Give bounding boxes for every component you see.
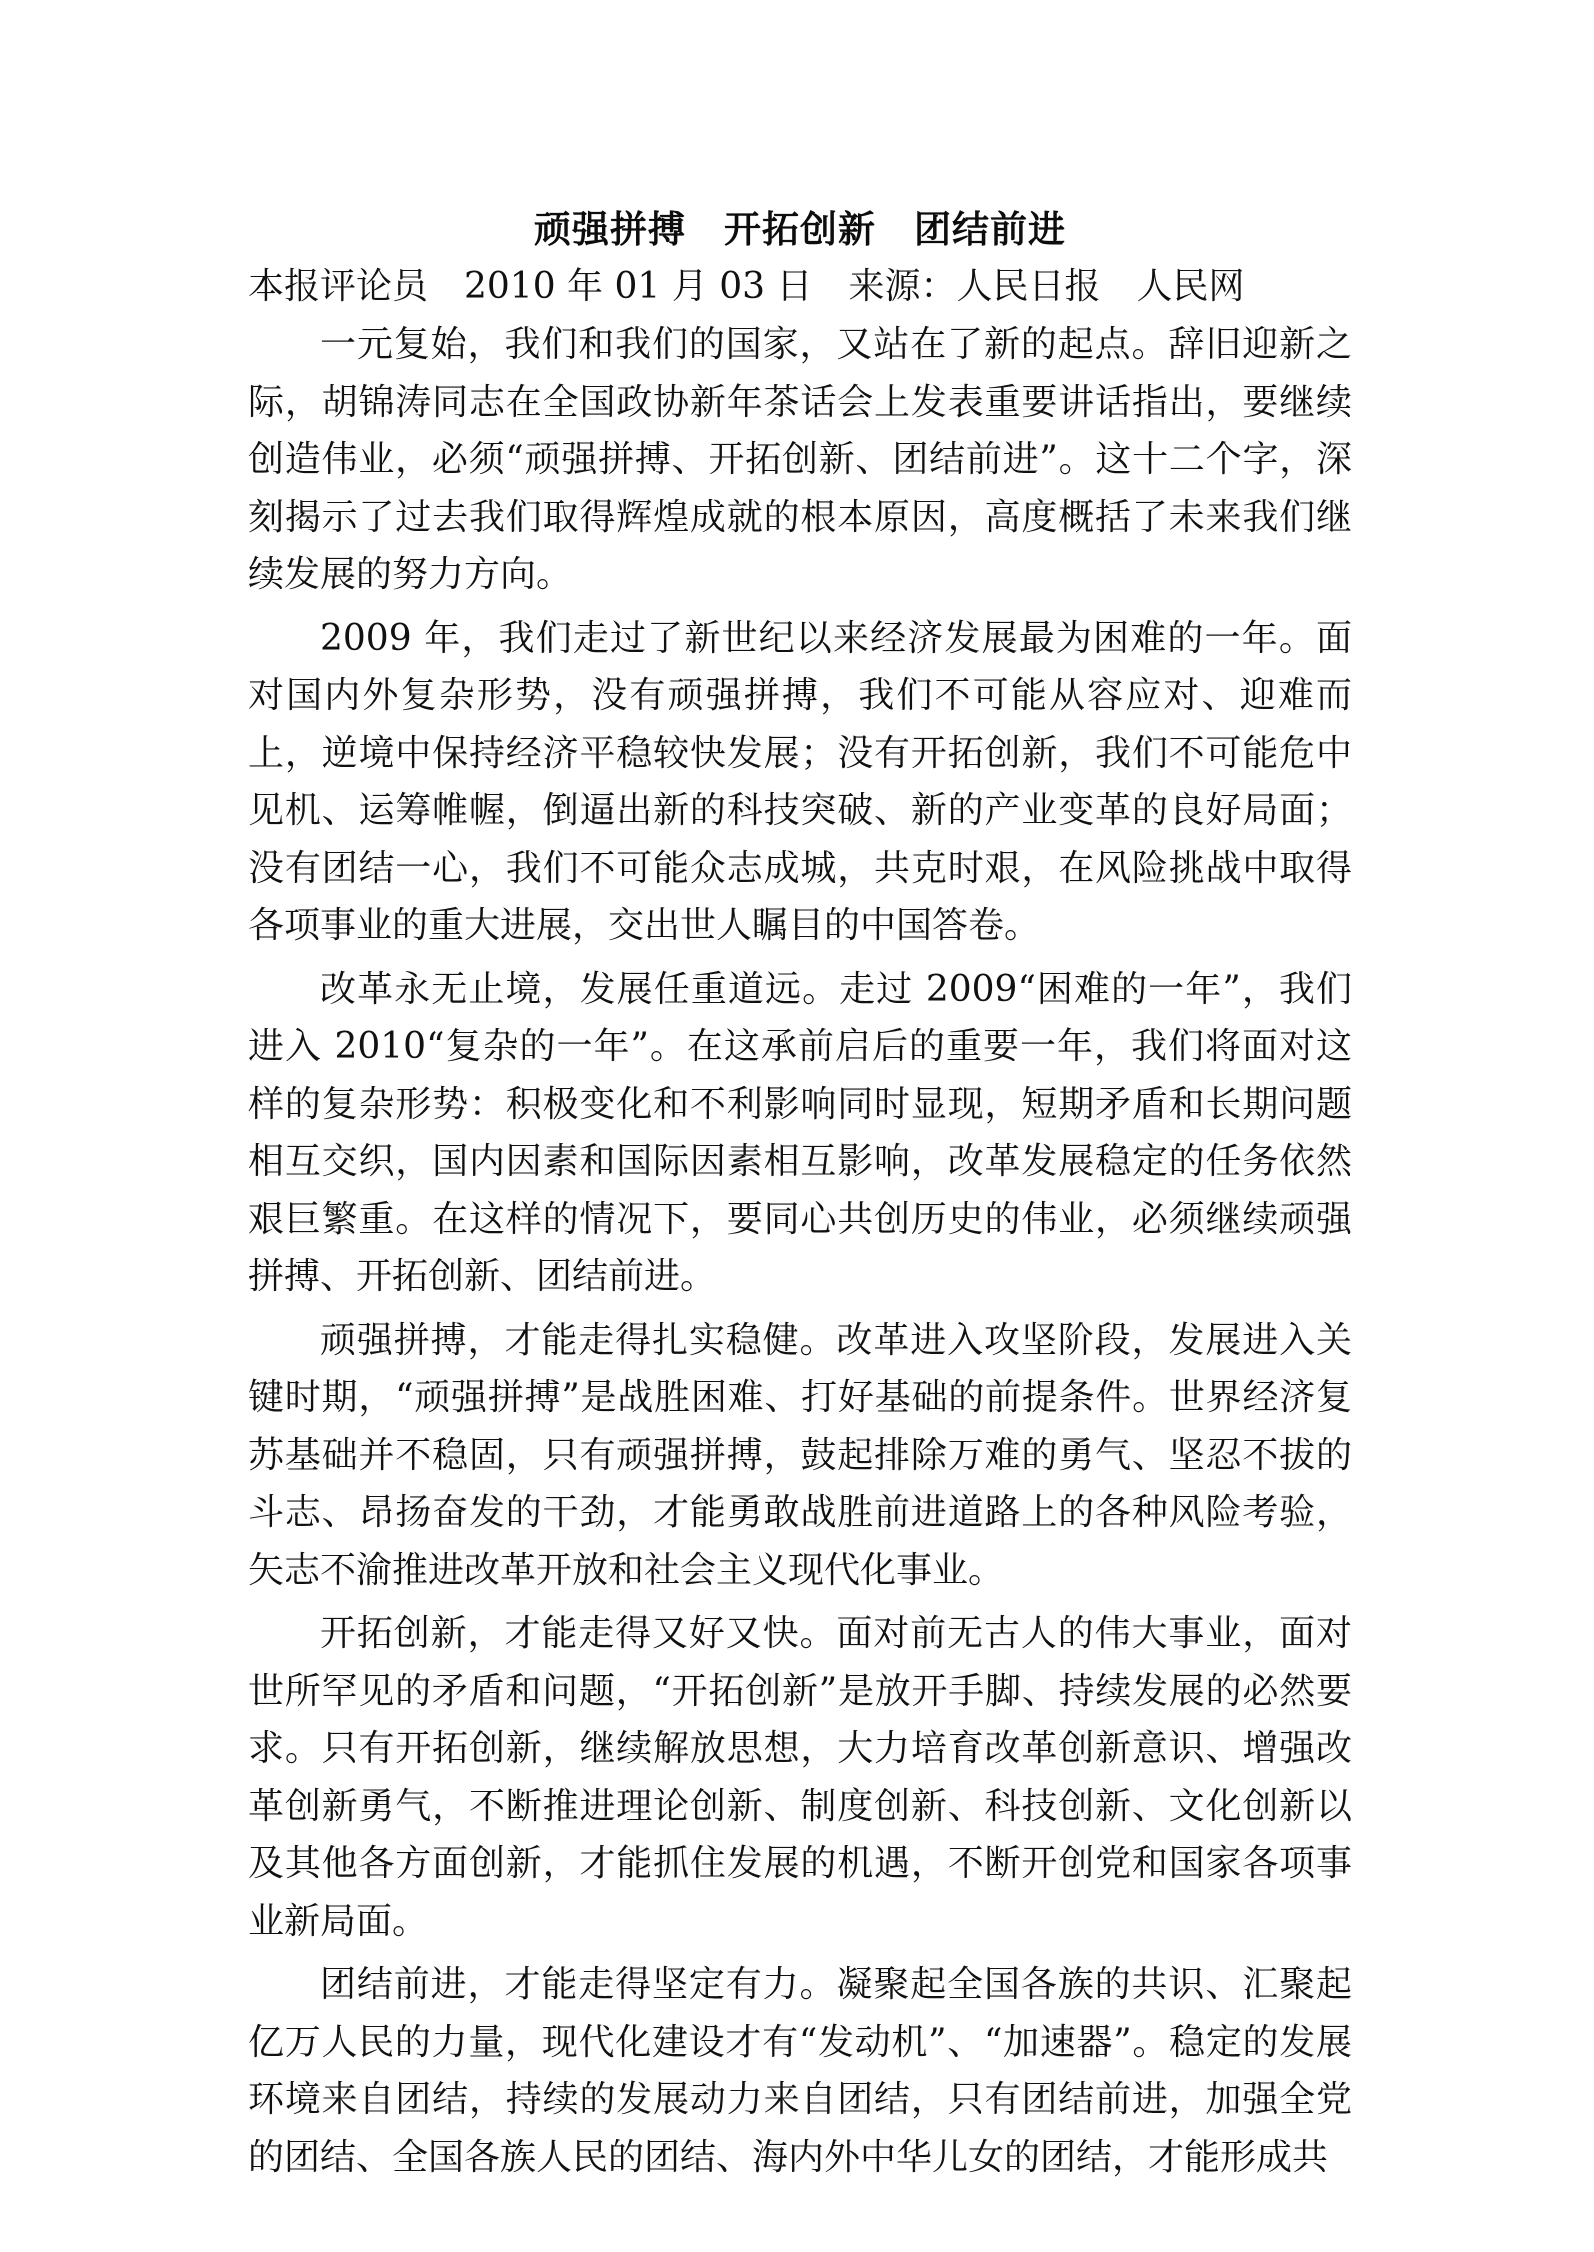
article — [248, 200, 1352, 2192]
article-title: 顽强拼搏 开拓创新 团结前进 — [534, 207, 1066, 251]
paragraph: 改革永无止境，发展任重道远。走过 2009“困难的一年”，我们进入 2010“复杂的一年”。在这承前启后的重要一年，我们将面对这样的复杂形势：积极变化和不利影响同时显现，短期矛盾和长期问题相互交织，国内因素和国际因素相互影响，改革发展稳定的任务依然艰巨繁重。在这样的情况下，要同心共创历史的伟业，必须继续顽强拼搏、开拓创新、团结前进。 — [248, 968, 1352, 1297]
paragraph: 团结前进，才能走得坚定有力。凝聚起全国各族的共识、汇聚起亿万人民的力量，现代化建设才有“发动机”、“加速器”。稳定的发展环境来自团结，持续的发展动力来自团结，只有团结前进，加强全党的团结、全国各族人民的团结、海内外中华儿女的团结，才能形成共 — [248, 1964, 1352, 2178]
article-body — [248, 316, 1352, 2186]
paragraph: 顽强拼搏，才能走得扎实稳健。改革进入攻坚阶段，发展进入关键时期，“顽强拼搏”是战胜困难、打好基础的前提条件。世界经济复苏基础并不稳固，只有顽强拼搏，鼓起排除万难的勇气、坚忍不拔的斗志、昂扬奋发的干劲，才能勇敢战胜前进道路上的各种风险考验，矢志不渝推进改革开放和社会主义现代化事业。 — [248, 1319, 1352, 1591]
article-byline: 本报评论员 2010 年 01 月 03 日 来源：人民日报 人民网 — [248, 266, 1245, 307]
paragraph: 一元复始，我们和我们的国家，又站在了新的起点。辞旧迎新之际，胡锦涛同志在全国政协新年茶话会上发表重要讲话指出，要继续创造伟业，必须“顽强拼搏、开拓创新、团结前进”。这十二个字，深刻揭示了过去我们取得辉煌成就的根本原因，高度概括了未来我们继续发展的努力方向。 — [248, 324, 1352, 595]
paragraph: 开拓创新，才能走得又好又快。面对前无古人的伟大事业，面对世所罕见的矛盾和问题，“开拓创新”是放开手脚、持续发展的必然要求。只有开拓创新，继续解放思想，大力培育改革创新意识、增强改革创新勇气，不断推进理论创新、制度创新、科技创新、文化创新以及其他各方面创新，才能抓住发展的机遇，不断开创党和国家各项事业新局面。 — [248, 1613, 1352, 1942]
paragraph: 2009 年，我们走过了新世纪以来经济发展最为困难的一年。面对国内外复杂形势，没有顽强拼搏，我们不可能从容应对、迎难而上，逆境中保持经济平稳较快发展；没有开拓创新，我们不可能危中见机、运筹帷幄，倒逼出新的科技突破、新的产业变革的良好局面；没有团结一心，我们不可能众志成城，共克时艰，在风险挑战中取得各项事业的重大进展，交出世人瞩目的中国答卷。 — [248, 617, 1352, 946]
